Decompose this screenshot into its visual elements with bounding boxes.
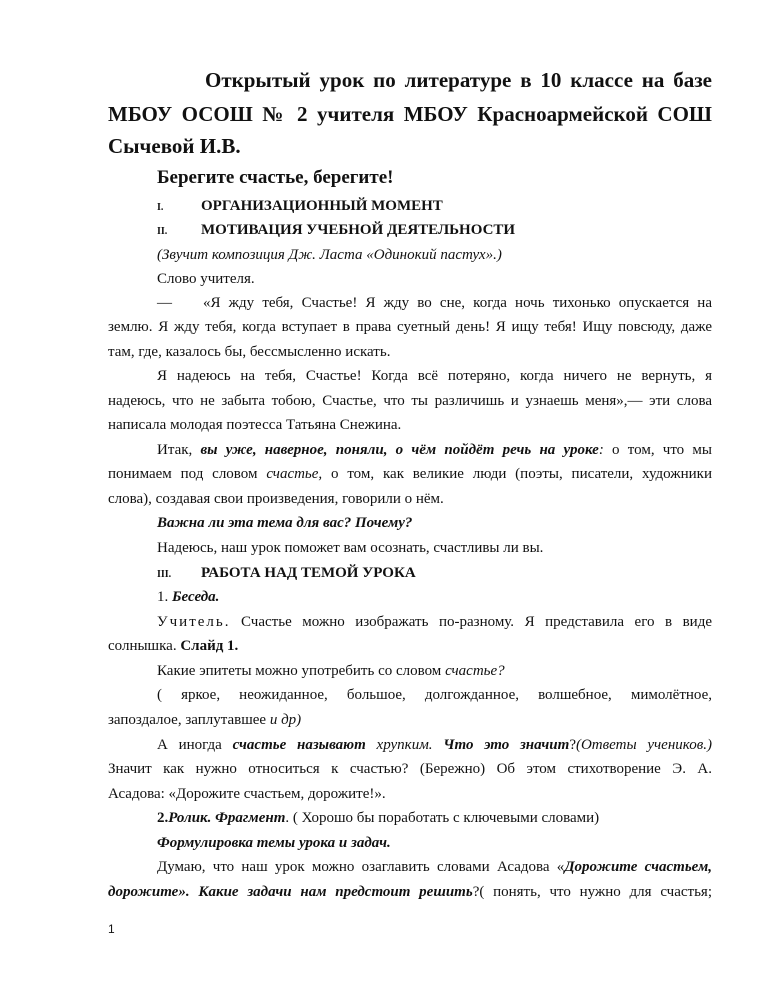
section-2-number: II. — [157, 226, 168, 237]
section-1 — [157, 196, 443, 218]
itak-rest: о том, что мы — [612, 442, 712, 458]
quote-line-3: там, где, казалось бы, бессмысленно искать. — [108, 344, 391, 360]
fragile-question-mark: ? — [569, 737, 576, 753]
itak-colon: : — [598, 442, 613, 458]
epithets-question — [157, 661, 761, 681]
section-3 — [157, 563, 416, 585]
teacher-line-2 — [108, 636, 712, 656]
final-line-2-rest: ?( понять, что нужно для счастья; — [472, 884, 712, 900]
epithets-question-text: Какие эпитеты можно употребить со словом — [157, 663, 446, 679]
fragile-line-1 — [157, 735, 712, 755]
final-line-2-emphasis: дорожите». Какие задачи нам предстоит решить — [108, 884, 473, 900]
section-3-number: III. — [157, 569, 172, 580]
teacher-line-1 — [157, 612, 712, 632]
beseda-number: 1. — [157, 589, 172, 605]
beseda — [157, 587, 761, 607]
quote-line-2: землю. Я жду тебя, когда вступает в права суетный день! Я ищу тебя! Ищу повсюду, даже — [108, 319, 712, 335]
fragile-line-3: Асадова: «Дорожите счастьем, дорожите!». — [108, 786, 386, 802]
title-line-1: Открытый урок по литературе в 10 классе на базе — [205, 68, 712, 92]
rolik-number: 2. — [157, 810, 169, 826]
final-text: Думаю, что наш урок можно озаглавить словами Асадова « — [157, 859, 565, 875]
quote-line-6: написала молодая поэтесса Татьяна Снежина. — [108, 417, 402, 433]
fragile-line-2: Значит как нужно относиться к счастью? (Бережно) Об этом стихотворение Э. А. — [108, 761, 712, 777]
section-1-label: ОРГАНИЗАЦИОННЫЙ МОМЕНТ — [201, 198, 443, 214]
itak-line-1 — [157, 440, 712, 460]
section-2 — [157, 220, 515, 242]
teacher-label: Учитель. — [157, 614, 231, 630]
itak-line-2-rest: о том, как великие люди (поэты, писатели, художники — [322, 466, 712, 482]
epithets-line-1: ( яркое, неожиданное, большое, долгожданное, волшебное, мимолётное, — [157, 687, 712, 703]
title-line-2: МБОУ ОСОШ № 2 учителя МБОУ Красноармейской СОШ — [108, 102, 712, 126]
epithets-line-2-text: запоздалое, заплутавшее — [108, 712, 270, 728]
teacher-word: Слово учителя. — [157, 271, 255, 287]
section-3-label: РАБОТА НАД ТЕМОЙ УРОКА — [201, 565, 416, 581]
rolik — [157, 808, 761, 828]
itak-line-2 — [108, 464, 712, 484]
quote-line-4: Я надеюсь на тебя, Счастье! Когда всё потеряно, когда ничего не вернуть, я — [157, 368, 712, 384]
itak-emphasis: вы уже, наверное, поняли, о чём пойдёт речь на уроке — [200, 442, 599, 458]
final-emphasis: Дорожите счастьем, — [564, 859, 712, 875]
fragile-question: Что это значит — [443, 737, 570, 753]
itak-happiness-word: счастье, — [266, 466, 323, 482]
formulation: Формулировка темы урока и задач. — [157, 835, 391, 851]
teacher-line-2-text: солнышка. — [108, 638, 181, 654]
section-1-number: I. — [157, 202, 164, 213]
itak-line-2-text: понимаем под словом — [108, 466, 267, 482]
lesson-heading: Берегите счастье, берегите! — [157, 167, 394, 188]
question: Важна ли эта тема для вас? Почему? — [157, 515, 413, 531]
slide-label: Слайд 1. — [180, 638, 239, 654]
beseda-label: Беседа. — [172, 589, 220, 605]
fragile-word: хрупким. — [365, 737, 444, 753]
rolik-rest: . ( Хорошо бы поработать с ключевыми словами) — [285, 810, 600, 826]
rolik-label: Ролик. Фрагмент — [168, 810, 286, 826]
section-2-label: МОТИВАЦИЯ УЧЕБНОЙ ДЕЯТЕЛЬНОСТИ — [201, 222, 516, 238]
epithets-line-2 — [108, 710, 712, 730]
quote-line-1: «Я жду тебя, Счастье! Я жду во сне, когда ночь тихонько опускается на — [203, 295, 712, 311]
music-note: (Звучит композиция Дж. Ласта «Одинокий пастух».) — [157, 247, 502, 263]
quote-line-5: надеюсь, что не забыта тобою, Счастье, что ты различишь и узнаешь меня»,— эти слова — [108, 393, 712, 409]
epithets-question-word: счастье? — [445, 663, 505, 679]
itak-line-3: слова), создавая свои произведения, говорили о нём. — [108, 491, 444, 507]
quote-dash: — — [157, 295, 172, 311]
teacher-text: Счастье можно изображать по-разному. Я представила его в виде — [230, 614, 712, 630]
fragile-answers: (Ответы учеников.) — [575, 737, 712, 753]
final-line-2 — [108, 882, 712, 902]
fragile-emphasis: счастье называют — [232, 737, 366, 753]
title-line-3: Сычевой И.В. — [108, 134, 241, 158]
hope-text: Надеюсь, наш урок поможет вам осознать, счастливы ли вы. — [157, 540, 544, 556]
itak-text: Итак, — [157, 442, 201, 458]
final-line-1 — [157, 857, 712, 877]
epithets-etc: и др) — [269, 712, 302, 728]
fragile-text: А иногда — [157, 737, 233, 753]
page-number: 1 — [108, 922, 115, 936]
